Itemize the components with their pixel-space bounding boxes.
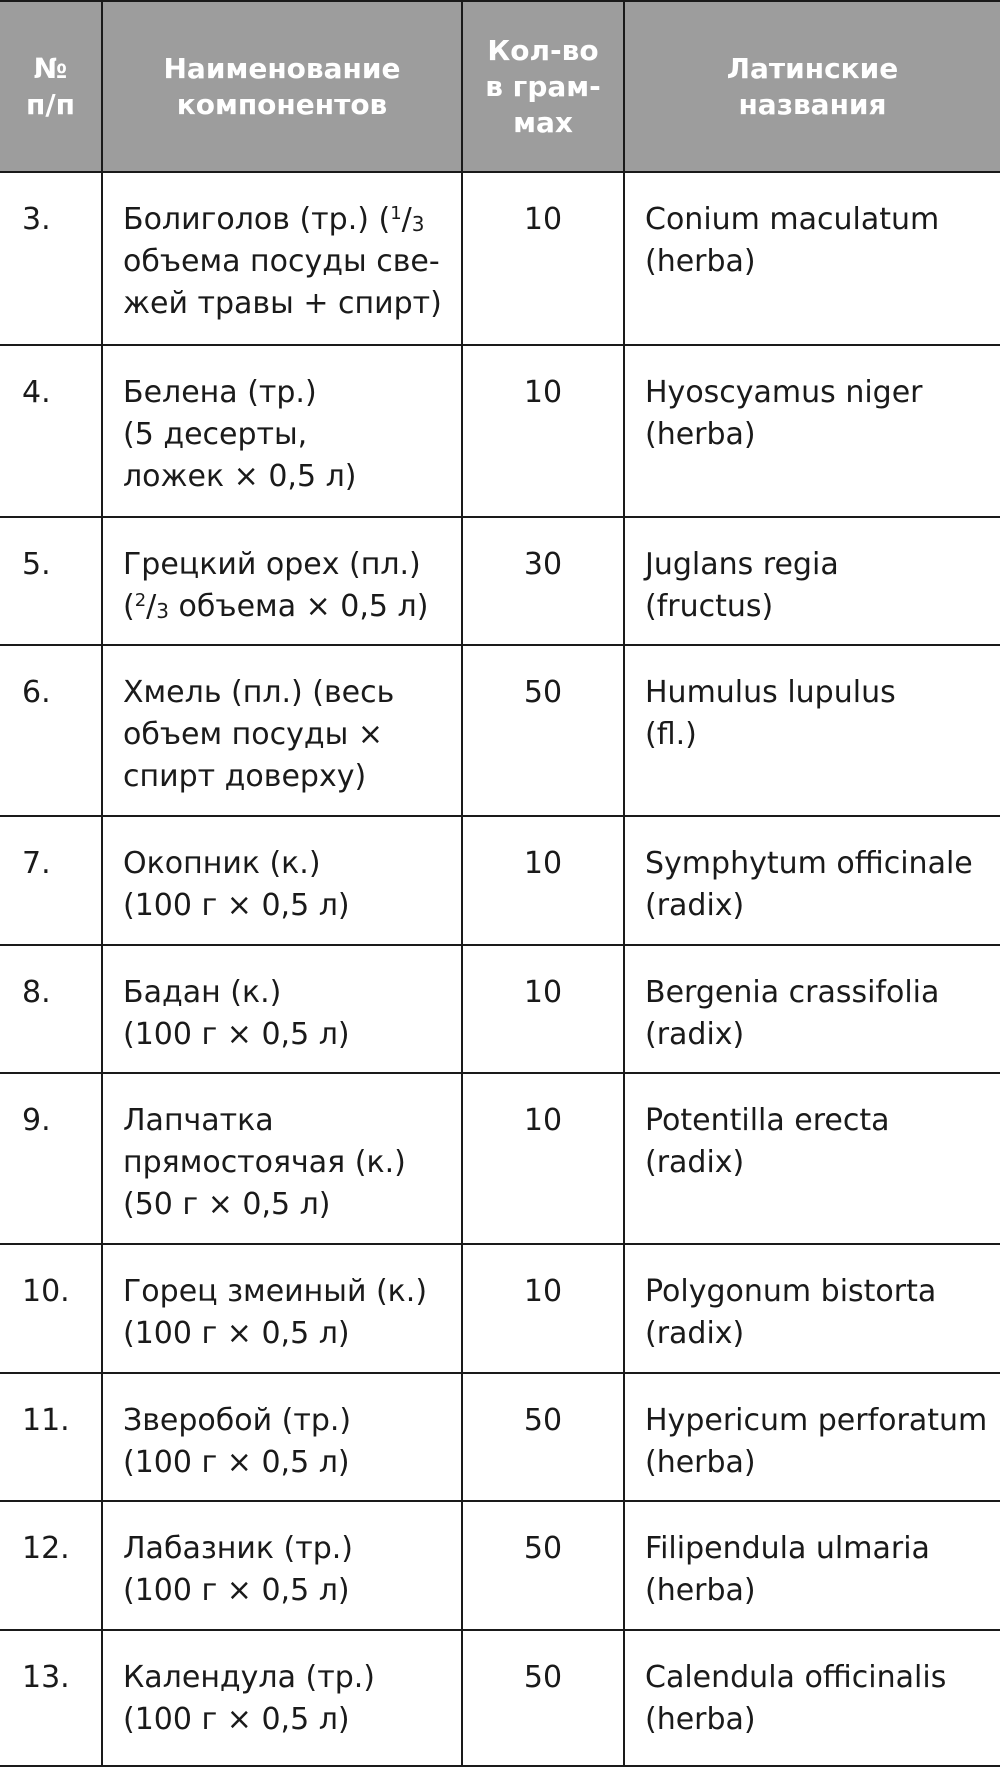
table-row: [0, 1373, 1000, 1501]
header-latin: Латинские названия: [624, 1, 1000, 172]
latin-name: Hypericum perforatum (herba): [624, 1373, 1000, 1501]
quantity-grams: 10: [462, 345, 624, 517]
quantity-grams: 10: [462, 1073, 624, 1244]
quantity-grams: 10: [462, 816, 624, 945]
latin-name: Polygonum bistorta (radix): [624, 1244, 1000, 1373]
component-name: Лапчатка прямостоячая (к.) (50 г × 0,5 л): [102, 1073, 462, 1244]
latin-name: Symphytum officinale (radix): [624, 816, 1000, 945]
quantity-grams: 50: [462, 1630, 624, 1766]
row-number: 8.: [0, 945, 102, 1073]
row-number: 3.: [0, 172, 102, 345]
component-name: Белена (тр.) (5 десерты, ложек × 0,5 л): [102, 345, 462, 517]
quantity-grams: 50: [462, 1373, 624, 1501]
quantity-grams: 30: [462, 517, 624, 645]
latin-name: Juglans regia (fructus): [624, 517, 1000, 645]
component-name: Бадан (к.) (100 г × 0,5 л): [102, 945, 462, 1073]
latin-name: Calendula officinalis (herba): [624, 1630, 1000, 1766]
row-number: 12.: [0, 1501, 102, 1630]
row-number: 4.: [0, 345, 102, 517]
quantity-grams: 50: [462, 645, 624, 816]
quantity-grams: 50: [462, 1501, 624, 1630]
row-number: 10.: [0, 1244, 102, 1373]
row-number: 5.: [0, 517, 102, 645]
component-name: Зверобой (тр.) (100 г × 0,5 л): [102, 1373, 462, 1501]
latin-name: Bergenia crassifolia (radix): [624, 945, 1000, 1073]
quantity-grams: 10: [462, 945, 624, 1073]
latin-name: Filipendula ulmaria (herba): [624, 1501, 1000, 1630]
component-name: Хмель (пл.) (весь объем посуды × спирт доверху): [102, 645, 462, 816]
table-row: [0, 1630, 1000, 1766]
header-name: Наименование компонентов: [102, 1, 462, 172]
latin-name: Conium maculatum (herba): [624, 172, 1000, 345]
component-name: Лабазник (тр.) (100 г × 0,5 л): [102, 1501, 462, 1630]
table-row: [0, 945, 1000, 1073]
component-name: Болиголов (тр.) ($^1/_3$ объема посуды све- жей травы + спирт): [102, 172, 462, 345]
row-number: 13.: [0, 1630, 102, 1766]
table-row: [0, 1244, 1000, 1373]
table-row: [0, 172, 1000, 345]
row-number: 9.: [0, 1073, 102, 1244]
latin-name: Hyoscyamus niger (herba): [624, 345, 1000, 517]
header-number: № п/п: [0, 1, 102, 172]
component-name: Календула (тр.) (100 г × 0,5 л): [102, 1630, 462, 1766]
component-name: Горец змеиный (к.) (100 г × 0,5 л): [102, 1244, 462, 1373]
table-row: [0, 1073, 1000, 1244]
table-row: [0, 816, 1000, 945]
component-name: Грецкий орех (пл.) ($^2/_3$ объема × 0,5 л): [102, 517, 462, 645]
quantity-grams: 10: [462, 172, 624, 345]
table-row: [0, 1501, 1000, 1630]
row-number: 7.: [0, 816, 102, 945]
row-number: 6.: [0, 645, 102, 816]
latin-name: Humulus lupulus (fl.): [624, 645, 1000, 816]
row-number: 11.: [0, 1373, 102, 1501]
component-name: Окопник (к.) (100 г × 0,5 л): [102, 816, 462, 945]
table-header-row: [0, 1, 1000, 172]
latin-name: Potentilla erecta (radix): [624, 1073, 1000, 1244]
table-row: [0, 345, 1000, 517]
quantity-grams: 10: [462, 1244, 624, 1373]
table-row: [0, 645, 1000, 816]
header-quantity: Кол-во в грам- мах: [462, 1, 624, 172]
table-row: [0, 517, 1000, 645]
